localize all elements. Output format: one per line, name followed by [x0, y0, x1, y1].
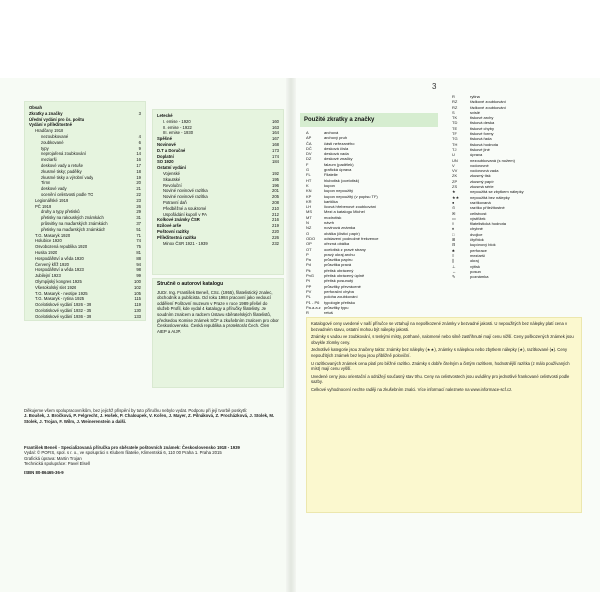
abbreviation-code: ZP — [452, 178, 458, 184]
toc-entry-page: 99 — [136, 273, 141, 279]
toc-middle-column — [152, 109, 284, 275]
abbreviation-code: ★★ — [452, 194, 460, 200]
abbreviation-code: OP — [306, 241, 312, 247]
imprint-title: František Beneš - Specializovaná příručka pro sběratele poštovních známek: Československo 1918 - 1939 — [24, 445, 240, 450]
thanks-block — [24, 408, 282, 424]
abbreviation-code: AP — [306, 135, 312, 141]
toc-entry-page: 94 — [136, 261, 141, 267]
abbreviation-meaning: obálka (čisticí papír) — [324, 230, 360, 236]
abbreviation-code: A — [306, 130, 309, 135]
abbreviation-meaning: výstřižek — [470, 215, 486, 221]
imprint-line-3: Technická spolupráce: Pavel Elsell — [24, 461, 90, 467]
abbreviation-code: PnG — [306, 273, 315, 279]
abbreviation-meaning: dvojice — [470, 231, 483, 237]
abbreviation-meaning: poznámka — [470, 274, 489, 280]
abbreviation-meaning: archová — [324, 130, 339, 135]
toc-entry-title: Všesokolský slet 1926 — [35, 284, 77, 290]
toc-entry-page: 23 — [136, 197, 141, 203]
abbreviation-code: PV — [306, 288, 312, 294]
abbreviation-code: TG — [452, 136, 458, 142]
abbreviation-meaning: zkusmý papír — [470, 178, 494, 184]
toc-entry-title: Vojenské — [163, 170, 180, 176]
abbreviation-meaning: lícová hřebenové zoubkování — [324, 204, 377, 210]
abbreviation-code: ◊ — [452, 221, 454, 227]
abbreviation-meaning: svislé — [470, 109, 481, 115]
imprint-block — [24, 445, 282, 475]
abbreviation-code: ★ — [452, 189, 456, 195]
abbreviation-meaning: nepoužitá bez nálepky — [470, 194, 510, 200]
abbreviation-meaning: tisková řada — [470, 136, 492, 142]
toc-entry-page: 210 — [272, 205, 279, 211]
pricing-paragraph: Uvedené ceny jsou orientační a odrážejí současný stav trhu. Ceny na celistvostech jsou uváděny pro jednotlivé frankované celistvosti podle sazby. — [311, 373, 570, 385]
abbreviation-meaning: vodorovná vada — [470, 168, 499, 174]
abbreviation-meaning: části neřezaného — [324, 140, 355, 146]
imprint-line-1: Vydal: © POFIS, spol. s r. o., ve spolupráci s Klubem filatelie, Klimentská 6, 110 00 Praha 1. Praha 2015 — [24, 450, 222, 456]
abbreviation-code: ODO — [306, 235, 316, 241]
toc-entry-title: druhy a typy přetisků — [41, 209, 80, 215]
toc-entry-page: 173 — [272, 147, 279, 153]
abbreviation-code: Pa — [306, 257, 311, 263]
abbreviation-code: Pt — [306, 278, 310, 284]
toc-entry-title: T.G. Masaryk 1920 — [35, 232, 71, 238]
toc-entry-title: SO 1920 — [157, 159, 174, 165]
toc-entry-title: přetisky na rakouských známkách — [41, 215, 104, 221]
toc-entry-page: 184 — [272, 159, 279, 165]
abbreviation-code: R — [452, 94, 455, 99]
abbreviation-code: R — [306, 310, 309, 316]
abbreviation-meaning: kupon — [324, 182, 335, 188]
imprint-line-2: Grafická úprava: Martin Trojan — [24, 455, 82, 461]
abbreviation-meaning: Mezi a katalogu Michel — [324, 209, 365, 215]
toc-entry-title: deskové vady — [41, 186, 67, 192]
abbreviation-meaning: perforační chyba — [324, 288, 354, 294]
abbreviation-code: S — [452, 109, 455, 115]
toc-entry-page: 98 — [136, 267, 141, 273]
author-box — [152, 278, 284, 388]
abbreviation-meaning: tisková hodnota — [470, 141, 499, 147]
toc-entry-title: Olympijský kongres 1925 — [35, 278, 82, 284]
toc-entry-title: Novinové — [157, 141, 176, 147]
abbreviation-meaning: meziarší — [470, 252, 486, 258]
toc-entry-title: Hospodářství a věda 1920 — [35, 255, 84, 261]
abbreviation-code: KP — [306, 193, 312, 199]
toc-entry-page: 17 — [136, 162, 141, 168]
toc-entry-page: 201 — [272, 188, 279, 194]
abbreviation-code: TH — [452, 141, 458, 147]
abbreviation-meaning: modrotisk — [324, 214, 342, 220]
toc-entry-title: Červený kříž 1920 — [35, 261, 69, 267]
pricing-paragraph: Celkové vyhodnocení nechte raději na zkušebním znalci. Více informací naleznete na www.informace-scf.cz. — [311, 386, 513, 392]
toc-entry-title: Vydání v příležitostně — [29, 122, 72, 128]
abbreviations-list-right — [452, 94, 582, 279]
toc-entry-title: Jubilejní 1923 — [35, 273, 61, 279]
abbreviation-code: Pd — [306, 262, 311, 268]
toc-entry-title: Ostatní vydání — [157, 165, 186, 171]
page-number: 3 — [432, 82, 437, 91]
toc-entry-title: Předběžné a soukromé — [163, 205, 207, 211]
abbreviation-code: PL — [306, 294, 311, 300]
toc-entry-title: Ocelotiskové vydání 1932 - 35 — [35, 307, 92, 313]
abbreviation-code: O — [306, 230, 310, 236]
toc-entry-title: typy — [41, 145, 49, 151]
toc-entry-page: 81 — [136, 249, 141, 255]
abbreviation-meaning: pravý okraj archu — [324, 251, 355, 257]
toc-entry-title: T.G. Masaryk - rytina 1925 — [35, 296, 85, 302]
abbreviation-code: TJ — [452, 146, 457, 152]
toc-entry-page: 4 — [138, 133, 141, 139]
abbreviation-meaning: perforace — [470, 247, 487, 253]
abbreviation-code: ↔ — [452, 268, 456, 274]
thanks-text: Děkujeme všem spolupracovníkům, bez jejichž přispění by tuto příručku nebylo vydat. Podporu při její tvorbě poskytli: — [24, 408, 248, 413]
toc-entry-page: 31 — [136, 215, 141, 221]
abbreviations-list-left — [306, 130, 436, 315]
toc-entry-page: 226 — [272, 234, 279, 240]
toc-entry-page: 219 — [272, 223, 279, 229]
abbreviation-meaning: grafická úprava — [324, 167, 352, 173]
abbreviation-meaning: typologie přetisku — [324, 299, 356, 305]
toc-entry-page: 14 — [136, 151, 141, 157]
toc-entry-page: 16 — [136, 157, 141, 163]
toc-entry-page: 26 — [136, 203, 141, 209]
abbreviation-code: FL — [306, 172, 311, 178]
pricing-paragraph: U razítkovaných známek cena platí pro běžné razítko. Známky s dobře čitelným a čistým razítkem, hodnotnější razítka (z málo používaných míst) mají cenu vyšší. — [311, 360, 570, 372]
toc-entry-page: 160 — [272, 118, 279, 124]
toc-entry-page: 75 — [136, 244, 141, 250]
abbreviation-meaning: rytina — [470, 94, 480, 99]
abbreviation-meaning: hlubotisk (ocelotisk) — [324, 177, 360, 183]
toc-entry-page: 130 — [134, 307, 141, 313]
abbreviation-code: HT — [306, 177, 312, 183]
abbreviation-code: ♣ — [452, 247, 455, 253]
abbreviation-code: ⊞ — [452, 237, 456, 243]
toc-entry-title: III. emise - 1930 — [163, 130, 194, 136]
abbreviation-code: ∥ — [452, 258, 454, 264]
abbreviation-code: ⊟ — [452, 242, 456, 248]
abbreviation-code: ZS — [452, 184, 458, 190]
toc-entry-title: Zkratky a značky — [29, 110, 63, 116]
abbreviation-meaning: razítkovaná — [470, 199, 491, 205]
abbreviation-meaning: kupónový blok — [470, 242, 496, 248]
abbreviation-meaning: Filatelie — [324, 172, 338, 178]
abbreviation-meaning: celistvost — [470, 210, 487, 216]
thanks-names: J. Boušek, J. Bročková, P. Felgrecht, J. Hošek, P. Chaloupek, V. Kořen, J. Mayer, Z. Pilnáková, Z. Procházková, J. Stolek, M. Stolek, J. Trojan, F. Wilm, J. Weinerenstein a další. — [24, 413, 275, 424]
isbn: ISBN 80-86465-36-9 — [24, 469, 64, 475]
abbreviation-meaning: kartička — [324, 198, 338, 204]
abbreviation-meaning: ořezná obálka — [324, 241, 350, 247]
abbreviation-meaning: desková čísla — [324, 145, 349, 151]
toc-entry-title: Husita 1920 — [35, 249, 58, 255]
toc-entry-page: 119 — [134, 302, 141, 308]
toc-entry-page: 212 — [272, 211, 279, 217]
toc-entry-title: ocenění celistvosti podle TO — [41, 191, 94, 197]
toc-entry-title: T.G. Masaryk - neotipe 1925 — [35, 290, 88, 296]
abbreviation-meaning: návrh — [324, 220, 335, 226]
abbreviation-code: TK — [452, 115, 458, 121]
toc-entry-title: zkusmé tisky; padělky — [41, 168, 82, 174]
abbreviation-meaning: řádkové zoubkování — [470, 99, 506, 105]
abbreviation-code: Pk — [306, 267, 311, 273]
abbreviation-meaning: výtisk — [470, 263, 480, 269]
toc-entry-page: 37 — [136, 220, 141, 226]
toc-entry-title: Ezilové arše — [157, 223, 182, 229]
toc-entry-title: Kolkové známky ČSR — [157, 217, 200, 223]
abbreviation-code: □ — [452, 231, 455, 237]
toc-row — [29, 314, 141, 320]
toc-entry-title: PČ 1919 — [35, 203, 52, 209]
abbreviation-meaning: přetisk obrácený úplně — [324, 273, 365, 279]
abbreviation-code: MT — [306, 214, 312, 220]
toc-entry-title: Skautské — [163, 176, 181, 182]
abbreviation-code: ⊥ — [452, 263, 456, 269]
toc-entry-page: 21 — [136, 186, 141, 192]
toc-entry-page: 6 — [138, 139, 141, 145]
toc-entry-title: zkusmé tisky a výrobní vady — [41, 174, 94, 180]
abbreviation-meaning: posun — [470, 268, 481, 274]
abbreviation-meaning: novinová známka — [324, 225, 356, 231]
toc-entry-page: 105 — [134, 290, 141, 296]
abbreviations-heading: Použité zkratky a značky — [300, 113, 438, 127]
toc-entry-page: 196 — [272, 182, 279, 188]
toc-entry-title: I. emise - 1920 — [163, 118, 191, 124]
toc-entry-page: 22 — [136, 191, 141, 197]
abbreviation-meaning: úprava — [470, 152, 483, 158]
abbreviation-meaning: tiskové chyby — [470, 125, 495, 131]
toc-entry-title: Potravní daň — [163, 199, 187, 205]
abbreviation-code: KR — [306, 198, 312, 204]
toc-entry-title: Poštovní razítky — [157, 228, 190, 234]
abbreviation-meaning: desková vada — [324, 151, 349, 157]
abbreviation-meaning: kupon nepoužitý (v popisu TF) — [324, 193, 378, 199]
abbreviation-meaning: tiskové jiné — [470, 146, 490, 152]
toc-entry-page: 19 — [136, 174, 141, 180]
pricing-paragraph: Katalogové ceny uvedené v naší příručce se vztahují na nepoškozené známky v bezvadné jakosti. U nepoužitých bez nálepky platí cena v bezvadném stavu, ostatní mohou být nálepky jakosti. — [311, 321, 568, 332]
abbreviation-code: ♦ — [452, 226, 455, 232]
toc-entry-title: Minox ČSR 1921 - 1939 — [163, 240, 208, 246]
toc-entry-title: Uspořádání kupoň v PA — [163, 211, 207, 217]
abbreviation-code: TD — [452, 120, 458, 126]
toc-entry-title: Hradčany 1918 — [35, 128, 64, 134]
abbreviation-code: PP — [306, 283, 312, 289]
author-box-text: JUDr. Ing. František Beneš, CSc. (1955), filatelistický znalec, obchodník a publicista. Od roku 1984 pracovní jako vedoucí oddělení Poštovní muzeum v Praze v roce 1989 přešel do služeb Profil, kde vydal 4 katalogy a příručky filatelisty. Je soudním znalcem a radcem Ústavu sběratelských filatelistů, předsedou Komise známek SČF a zkušebním znalcem pro obor Československo. Česká republika a protektorát Čech. Člen AIEP a AIJP. — [157, 289, 279, 334]
toc-entry-page: 9 — [138, 145, 141, 151]
toc-entry-title: neprojařená zoubkování — [41, 151, 86, 157]
abbreviation-code: F — [306, 161, 309, 167]
abbreviation-code: DV — [306, 151, 312, 157]
abbreviation-code: TF — [452, 131, 457, 137]
toc-row — [157, 241, 279, 247]
toc-entry-page: 167 — [272, 136, 279, 142]
abbreviation-meaning: retuš — [324, 310, 333, 316]
abbreviation-code: ⊙ — [452, 205, 456, 211]
toc-entry-page: 71 — [136, 232, 141, 238]
abbreviation-code: ▭ — [452, 215, 456, 221]
abbreviation-code: TE — [452, 125, 458, 131]
toc-entry-title: Osvobozená republika 1920 — [35, 244, 88, 250]
abbreviation-meaning: průsvitka papíru — [324, 257, 353, 263]
abbreviation-meaning: archový pruh — [324, 135, 348, 141]
toc-entry-page: 220 — [272, 228, 279, 234]
abbreviation-row — [306, 310, 436, 315]
toc-entry-title: Holubice 1920 — [35, 238, 62, 244]
abbreviation-meaning: razítko příležitostné — [470, 205, 505, 211]
book-gutter — [286, 78, 296, 592]
toc-entry-title: Ocelotiskové vydání 1926 - 39 — [35, 302, 92, 308]
abbreviation-meaning: zkusmý tisk — [470, 173, 491, 179]
toc-entry-title: průsvitky na maďarských známkách — [41, 220, 108, 226]
toc-entry-title: Revoluční — [163, 182, 182, 188]
abbreviation-meaning: zkusmá série — [470, 184, 494, 190]
abbreviation-code: ● — [452, 199, 455, 205]
abbreviation-code: DZ — [306, 156, 312, 162]
abbreviation-meaning: okraj — [470, 258, 479, 264]
toc-entry-title: Hospodářství a věda 1923 — [35, 267, 84, 273]
toc-entry-page: 20 — [136, 180, 141, 186]
abbreviation-code: MS — [306, 209, 312, 215]
toc-entry-title: Doplatní — [157, 153, 174, 159]
toc-entry-title: Legionářské 1919 — [35, 197, 69, 203]
abbreviation-meaning: nezoubkovaná (s nožem) — [470, 157, 515, 163]
abbreviation-meaning: ocelotisk z pravé strany — [324, 246, 366, 252]
pricing-notes-box — [306, 317, 582, 513]
toc-entry-title: zoubkované — [41, 139, 64, 145]
toc-entry-title: Ocelotiskové vydání 1936 - 39 — [35, 313, 92, 319]
abbreviation-meaning: falzum (padělek) — [324, 161, 354, 167]
toc-entry-title: D.T a Doručné — [157, 147, 186, 153]
abbreviation-meaning: nepoužitá se zbytkem nálepky — [470, 189, 524, 195]
toc-entry-title: Spěšné — [157, 136, 172, 142]
abbreviation-meaning: kupon nepoužitý — [324, 188, 354, 194]
toc-entry-page: 100 — [134, 278, 141, 284]
abbreviation-code: ✉ — [452, 210, 456, 216]
toc-entry-page: 208 — [272, 199, 279, 205]
toc-entry-page: 195 — [272, 176, 279, 182]
abbreviation-code: RZ — [452, 104, 458, 110]
abbreviation-code: ČA — [306, 140, 312, 146]
toc-entry-page: 115 — [134, 296, 141, 302]
toc-entry-page: 164 — [272, 130, 279, 136]
toc-entry-page: 102 — [134, 284, 141, 290]
toc-entry-title: Úřední vydání pro čs. poštu — [29, 116, 85, 122]
pricing-paragraph: Jednotlivé kategorie jsou značeny takto: známky bez nálepky (★★), známky s nálepkou nebo zbytkem nálepky (★), razítkované (●). Ceny nepoužitých známek bez lepu jsou přibližně poloviční. — [311, 347, 568, 358]
abbreviation-code: V — [452, 162, 455, 168]
abbreviation-meaning: tiskové formy — [470, 131, 494, 137]
abbreviation-meaning: poloha zoubkování — [324, 294, 358, 300]
toc-entry-page: 232 — [272, 240, 279, 246]
toc-entry-title: Obsah — [29, 105, 43, 110]
abbreviation-code: Pa.a.a.z — [306, 304, 321, 310]
abbreviation-code: OT — [306, 246, 312, 252]
abbreviation-meaning: průsvitka pravá — [324, 262, 352, 268]
abbreviation-meaning: průsvitky převrácené — [324, 283, 361, 289]
pricing-paragraph: Známky s vadou ve zoubkování, s tenkými místy, potrhané, nalomené nebo silně zastřihnuté mají cenu nižší. Ceny poškozených známek jsou obvykle zlomky ceny. — [311, 334, 574, 345]
toc-entry-page: 133 — [134, 313, 141, 319]
abbreviation-meaning: chybné — [470, 226, 483, 232]
abbreviation-code: RZ — [452, 99, 458, 105]
abbreviation-meaning: přetisk posunutý — [324, 278, 354, 284]
abbreviation-meaning: tisková deska — [470, 120, 495, 126]
abbreviation-meaning: filatelistická hodnota — [470, 221, 507, 227]
toc-entry-title: meziarši — [41, 157, 57, 163]
abbreviation-meaning: tiskové archy — [470, 115, 494, 121]
toc-entry-title: Tirnn — [41, 180, 51, 186]
abbreviation-code: NZ — [306, 225, 312, 231]
toc-entry-page: 3 — [138, 110, 141, 116]
toc-entry-page: 163 — [272, 124, 279, 130]
toc-entry-page: 88 — [136, 255, 141, 261]
abbreviation-code: N — [306, 220, 309, 226]
toc-entry-title: Noviné novinové razítka — [163, 194, 208, 200]
abbreviation-code: U — [452, 152, 455, 158]
toc-entry-page: 192 — [272, 170, 279, 176]
abbreviation-code: K — [306, 182, 309, 188]
abbreviation-meaning: průsvitky typu — [324, 304, 349, 310]
abbreviation-code: P — [306, 251, 309, 257]
toc-entry-page: 74 — [136, 238, 141, 244]
toc-entry-page: 168 — [272, 141, 279, 147]
abbreviation-code: LH — [306, 204, 312, 210]
toc-entry-page: 174 — [272, 153, 279, 159]
toc-entry-title: II. emise - 1922 — [163, 124, 192, 130]
abbreviation-code: ≡ — [452, 252, 455, 258]
abbreviation-code: ZK — [452, 173, 458, 179]
toc-entry-title: nezoubkované — [41, 133, 69, 139]
toc-entry-title: Noviné novinové razítka — [163, 188, 208, 194]
abbreviation-code: G — [306, 167, 310, 173]
abbreviation-code: KN — [306, 188, 312, 194]
toc-entry-page: 18 — [136, 168, 141, 174]
abbreviation-meaning: čtyřblok — [470, 237, 484, 243]
toc-entry-page: 51 — [136, 226, 141, 232]
abbreviation-code: ✎ — [452, 274, 456, 280]
author-box-title: Stručně o autorovi katalogu — [157, 281, 224, 287]
toc-left-column — [24, 101, 146, 321]
abbreviation-meaning: odstavení podnožné frekvence — [324, 235, 379, 241]
toc-entry-title: Příležitostná razítka — [157, 234, 197, 240]
toc-entry-title: přetisky na maďarských známkách — [41, 226, 106, 232]
abbreviation-meaning: deskové značky — [324, 156, 353, 162]
toc-entry-page: 216 — [272, 217, 279, 223]
abbreviation-code: UN — [452, 157, 458, 163]
toc-entry-page: 205 — [272, 194, 279, 200]
toc-entry-title: Letecké — [157, 113, 173, 118]
toc-entry-title: deskové vady a retuše — [41, 162, 83, 168]
abbreviation-code: VV — [452, 168, 458, 174]
abbreviation-meaning: vodorovné — [470, 162, 489, 168]
abbreviation-meaning: řádkové zoubkování — [470, 104, 506, 110]
abbreviation-row — [452, 274, 582, 279]
abbreviation-meaning: přetisk obrácený — [324, 267, 354, 273]
abbreviation-code: P1 - P6 — [306, 299, 320, 305]
toc-entry-page: 29 — [136, 209, 141, 215]
abbreviation-code: DČ — [306, 145, 312, 151]
